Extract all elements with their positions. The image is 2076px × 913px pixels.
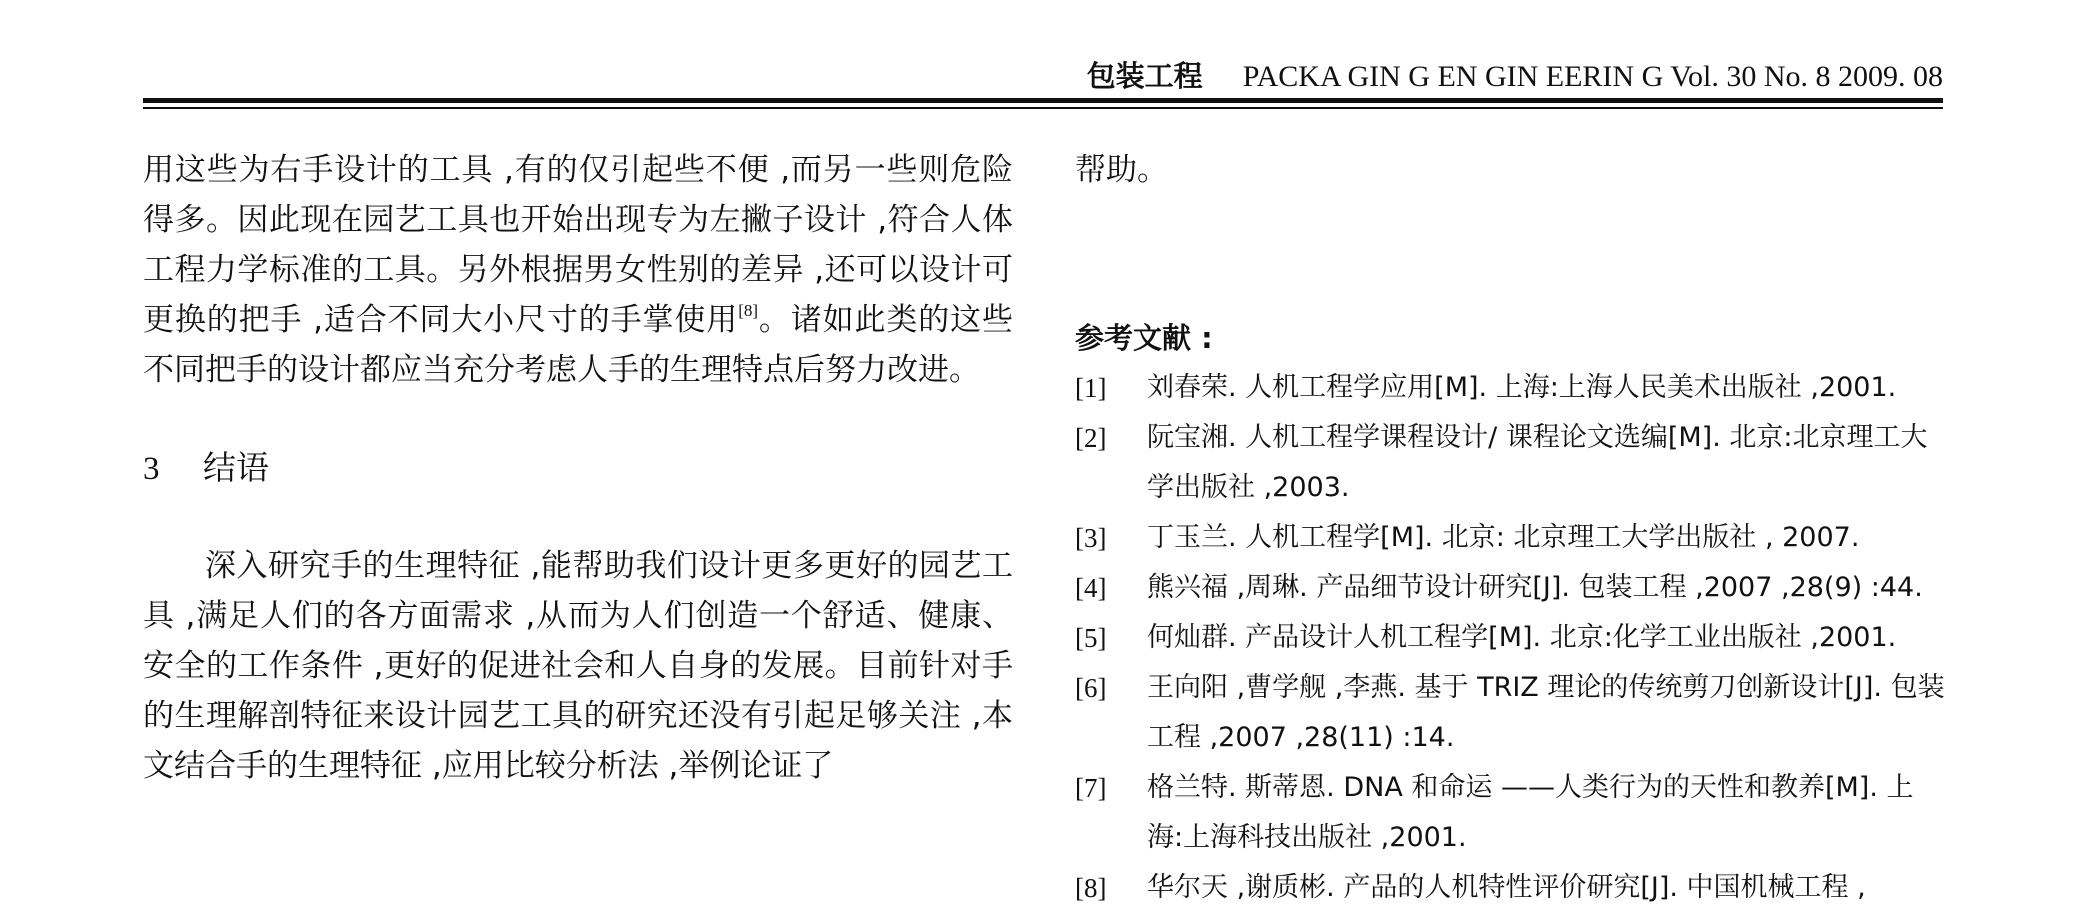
paragraph-1-tail: 。诸如此类的这些不同把手的设计都应当充分考虑人手的生理特点后努力改进。 (143, 302, 1014, 388)
reference-index: [5] (1075, 623, 1107, 653)
reference-item (1075, 663, 1945, 763)
section-title: 结语 (203, 448, 269, 487)
citation-marker: [8] (738, 301, 759, 320)
reference-text: 华尔天 ,谢质彬. 产品的人机特性评价研究[J]. 中国机械工程 , (1147, 872, 1866, 903)
body-paragraph-1 (143, 145, 1013, 395)
references-heading: 参考文献 : (1075, 321, 1213, 355)
reference-text: 王向阳 ,曹学舰 ,李燕. 基于 TRIZ 理论的传统剪刀创新设计[J]. 包装工程 ,2007 ,28(11) :14. (1147, 672, 1945, 753)
reference-item (1075, 363, 1945, 413)
reference-text: 阮宝湘. 人机工程学课程设计/ 课程论文选编[M]. 北京:北京理工大学出版社 ,2003. (1147, 422, 1928, 503)
reference-item (1075, 513, 1945, 563)
right-column (1075, 145, 1945, 913)
running-header (143, 50, 1943, 98)
section-number: 3 (143, 451, 160, 487)
reference-index: [6] (1075, 673, 1107, 703)
reference-index: [1] (1075, 373, 1107, 403)
section-heading (143, 443, 1013, 493)
reference-item (1075, 413, 1945, 513)
journal-header (1087, 54, 1943, 95)
journal-name-en-issue: PACKA GIN G EN GIN EERIN G Vol. 30 No. 8 2009. 08 (1242, 60, 1943, 93)
continuation-text: 帮助。 (1075, 152, 1168, 188)
reference-text: 格兰特. 斯蒂恩. DNA 和命运 ——人类行为的天性和教养[M]. 上海:上海科技出版社 ,2001. (1147, 772, 1914, 853)
reference-item (1075, 613, 1945, 663)
reference-index: [3] (1075, 523, 1107, 553)
journal-name-cn: 包装工程 (1086, 59, 1203, 93)
reference-text: 何灿群. 产品设计人机工程学[M]. 北京:化学工业出版社 ,2001. (1147, 622, 1897, 653)
reference-item (1075, 563, 1945, 613)
reference-index: [4] (1075, 573, 1107, 603)
paragraph-1-text: 用这些为右手设计的工具 ,有的仅引起些不便 ,而另一些则危险得多。因此现在园艺工具也开始出现专为左撇子设计 ,符合人体工程力学标准的工具。另外根据男女性别的差异 ,还可以设计可更换的把手 ,适合不同大小尺寸的手掌使用 (143, 152, 1013, 338)
body-paragraph-2: 深入研究手的生理特征 ,能帮助我们设计更多更好的园艺工具 ,满足人们的各方面需求 ,从而为人们创造一个舒适、健康、安全的工作条件 ,更好的促进社会和人自身的发展。目前针对手的生理解剖特征来设计园艺工具的研究还没有引起足够关注 ,本文结合手的生理特征 ,应用比较分析法 ,举例论证了 (143, 548, 1013, 784)
reference-text: 丁玉兰. 人机工程学[M]. 北京: 北京理工大学出版社 , 2007. (1147, 522, 1860, 553)
header-rule-thick (143, 98, 1943, 103)
reference-text: 刘春荣. 人机工程学应用[M]. 上海:上海人民美术出版社 ,2001. (1147, 372, 1897, 403)
reference-item (1075, 763, 1945, 863)
reference-index: [8] (1075, 873, 1107, 903)
reference-index: [7] (1075, 773, 1107, 803)
reference-index: [2] (1075, 423, 1107, 453)
reference-text: 熊兴福 ,周琳. 产品细节设计研究[J]. 包装工程 ,2007 ,28(9) :44. (1147, 572, 1923, 603)
reference-list (1075, 363, 1945, 913)
reference-item (1075, 863, 1945, 913)
header-rule-thin (143, 107, 1943, 109)
left-column (143, 145, 1013, 791)
